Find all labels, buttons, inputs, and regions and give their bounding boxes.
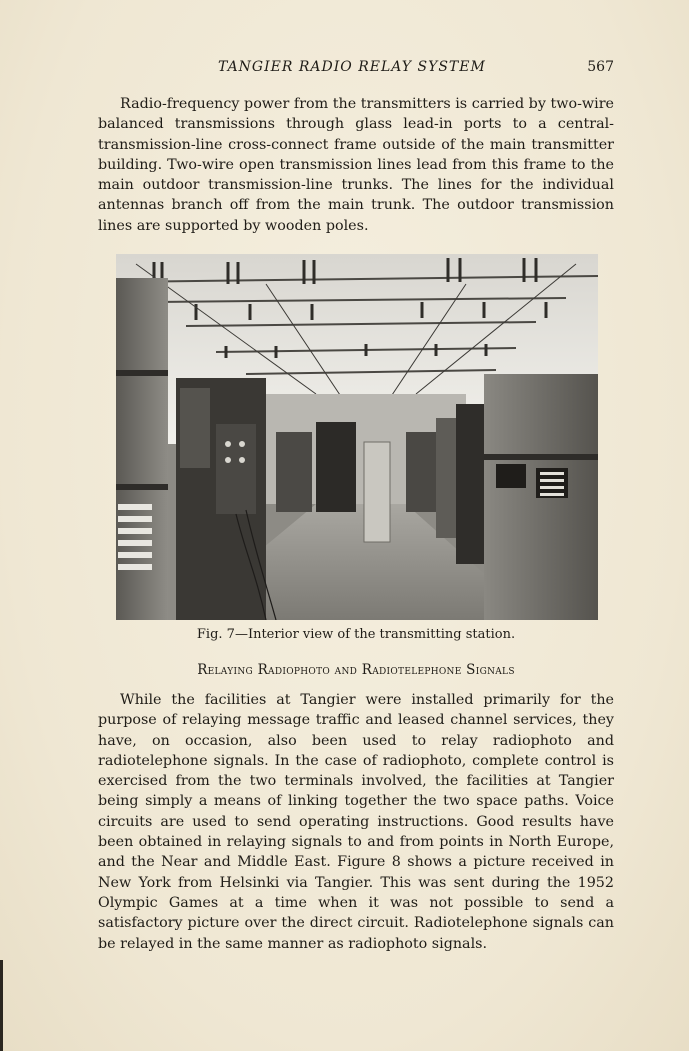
paragraph-transmission-lines: Radio-frequency power from the transmitters is carried by two-wire balanced transmissions through glass lead-in ports to a central-transmission-line cross-connect frame outside of the main transmitter building. Two-wire open transmission lines lead from this frame to the main outdoor transmission-line trunks. The lines for the individual antennas branch off from the main trunk. The outdoor transmission lines are supported by wooden poles. bbox=[98, 96, 614, 234]
page-header bbox=[98, 59, 614, 81]
photo-illustration bbox=[116, 254, 598, 620]
section-heading: Relaying Radiophoto and Radiotelephone Signals bbox=[197, 662, 515, 678]
running-title: TANGIER RADIO RELAY SYSTEM bbox=[218, 59, 486, 75]
figure-photo-transmitting-station bbox=[116, 254, 598, 620]
paragraph-relaying-signals: While the facilities at Tangier were installed primarily for the purpose of relaying message traffic and leased channel services, they have, on occasion, also been used to relay radiophoto and radiotelephone signals. In the case of radiophoto, complete control is exercised from the two terminals involved, the facilities at Tangier being simply a means of linking together the two space paths. Voice circuits are used to send operating instructions. Good results have been obtained in relaying signals to and from points in North Europe, and the Near and Middle East. Figure 8 shows a picture received in New York from Helsinki via Tangier. This was sent during the 1952 Olympic Games at a time when it was not possible to send a satisfactory picture over the direct circuit. Radiotelephone signals can be relayed in the same manner as radiophoto signals. bbox=[98, 692, 614, 952]
figure-caption: Fig. 7—Interior view of the transmitting station. bbox=[196, 627, 516, 642]
page-number: 567 bbox=[587, 59, 614, 75]
page-edge-shadow bbox=[0, 960, 3, 1051]
